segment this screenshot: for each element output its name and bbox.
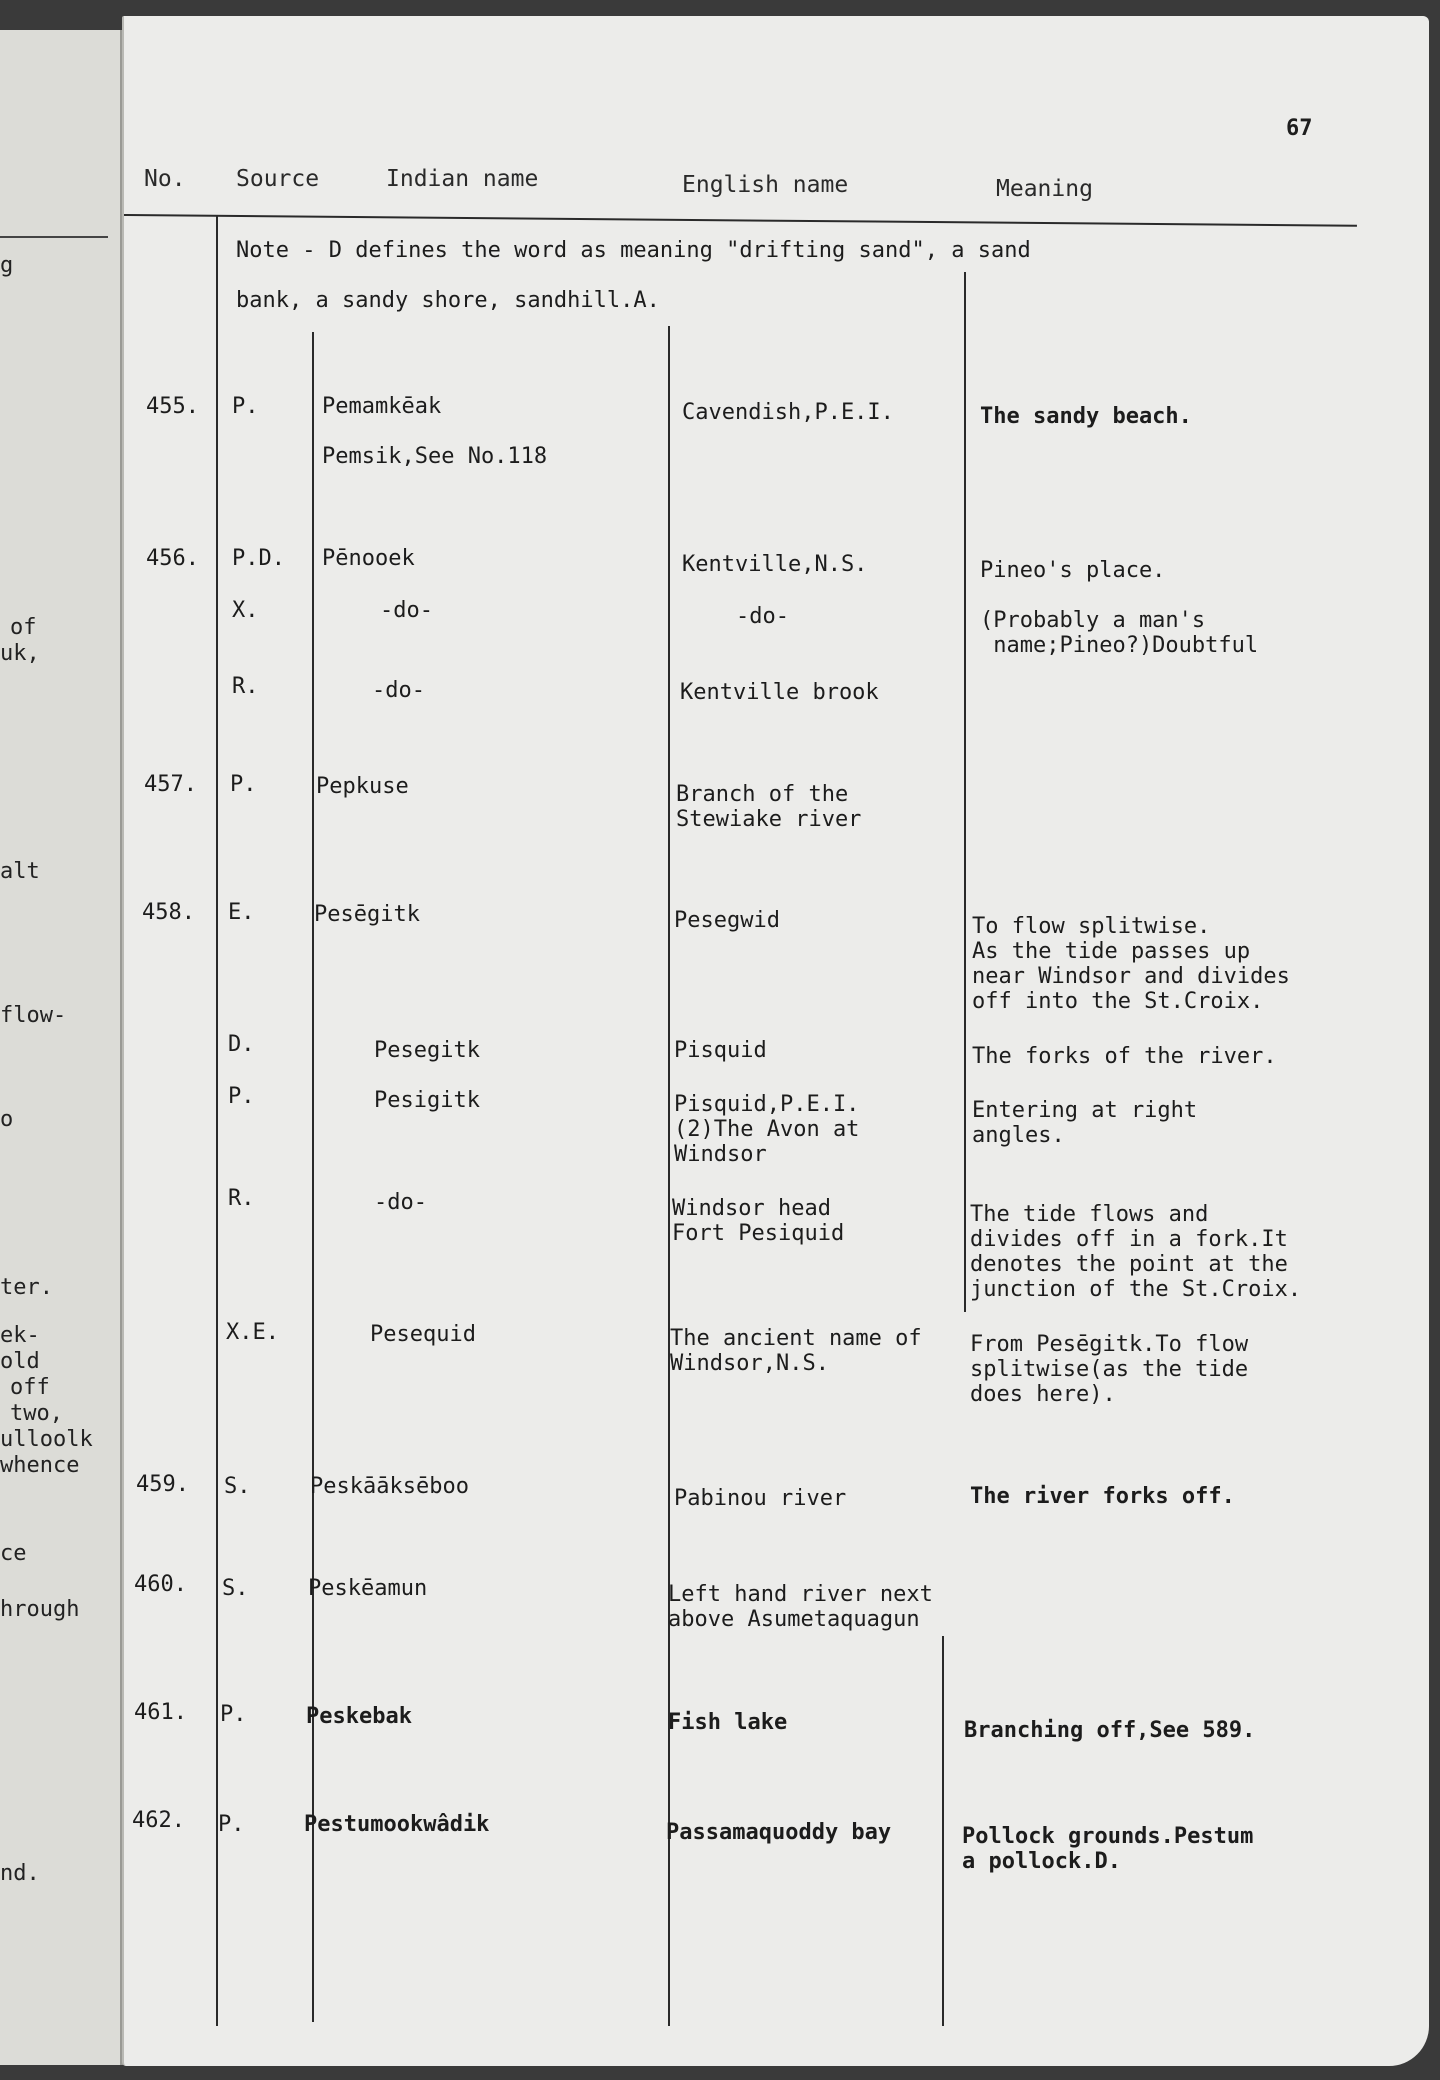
entry-indian-name: Pesegitk bbox=[374, 1038, 480, 1063]
left-fragment: g bbox=[0, 253, 14, 278]
column-rule-indian bbox=[668, 326, 670, 2026]
entry-english-name: Pesegwid bbox=[674, 908, 780, 933]
entry-source: P. bbox=[230, 772, 257, 797]
entry-meaning: To flow splitwise. As the tide passes up near Windsor and divides off into the St.Croix. bbox=[972, 914, 1290, 1014]
header-rule bbox=[124, 214, 1357, 227]
note-line-1: Note - D defines the word as meaning "drifting sand", a sand bbox=[236, 238, 1031, 263]
entry-meaning: Branching off,See 589. bbox=[964, 1718, 1256, 1743]
previous-page-edge bbox=[0, 30, 123, 2065]
left-fragment: two, bbox=[10, 1401, 63, 1426]
entry-number: 462. bbox=[132, 1808, 185, 1833]
column-rule-english-lower bbox=[942, 1636, 944, 2026]
left-fragment: alt bbox=[0, 859, 40, 884]
entry-indian-name: Pēnooek bbox=[322, 546, 415, 571]
entry-meaning: Entering at right angles. bbox=[972, 1098, 1198, 1148]
entry-source: R. bbox=[232, 674, 259, 699]
entry-indian-name: Pepkuse bbox=[316, 774, 409, 799]
entry-english-name: Branch of the Stewiake river bbox=[676, 782, 862, 832]
entry-indian-name: Pestumookwâdik bbox=[304, 1812, 490, 1837]
entry-source: S. bbox=[222, 1576, 249, 1601]
entry-meaning: The river forks off. bbox=[970, 1484, 1235, 1509]
left-fragment: of bbox=[10, 615, 37, 640]
entry-english-name: Pisquid,P.E.I. (2)The Avon at Windsor bbox=[674, 1092, 860, 1167]
entry-english-name: Pisquid bbox=[674, 1038, 767, 1063]
entry-indian-name: -do- bbox=[380, 598, 433, 623]
entry-number: 459. bbox=[136, 1472, 189, 1497]
left-fragment: whence bbox=[0, 1453, 80, 1478]
left-fragment: ce bbox=[0, 1541, 27, 1566]
entry-english-name: Kentville,N.S. bbox=[682, 552, 868, 577]
entry-source: P. bbox=[228, 1084, 255, 1109]
previous-page-rule bbox=[0, 236, 108, 238]
entry-english-name: Cavendish,P.E.I. bbox=[682, 400, 894, 425]
entry-source: X. bbox=[232, 598, 259, 623]
column-rule-source bbox=[312, 332, 314, 2022]
entry-indian-name-secondary: Pemsik,See No.118 bbox=[322, 444, 548, 469]
entry-english-name: Passamaquoddy bay bbox=[666, 1820, 892, 1845]
header-no: No. bbox=[144, 166, 186, 192]
entry-meaning: The forks of the river. bbox=[972, 1044, 1277, 1069]
entry-source: R. bbox=[228, 1186, 255, 1211]
document-page bbox=[122, 16, 1429, 2066]
left-fragment: ek- bbox=[0, 1323, 40, 1348]
entry-indian-name: Peskāāksēboo bbox=[310, 1474, 469, 1499]
note-line-2: bank, a sandy shore, sandhill.A. bbox=[236, 288, 660, 313]
entry-english-name: Kentville brook bbox=[680, 680, 879, 705]
column-rule-english-upper bbox=[964, 272, 966, 1312]
entry-indian-name: -do- bbox=[372, 678, 425, 703]
entry-number: 460. bbox=[134, 1572, 187, 1597]
entry-source: X.E. bbox=[226, 1320, 279, 1345]
entry-indian-name: Pesequid bbox=[370, 1322, 476, 1347]
left-fragment: hrough bbox=[0, 1597, 80, 1622]
left-fragment: flow- bbox=[0, 1003, 67, 1028]
left-fragment: old bbox=[0, 1349, 40, 1374]
entry-english-name: The ancient name of Windsor,N.S. bbox=[670, 1326, 922, 1376]
entry-english-name: Fish lake bbox=[668, 1710, 788, 1735]
entry-english-name: -do- bbox=[736, 604, 789, 629]
entry-source: S. bbox=[224, 1474, 251, 1499]
header-indian-name: Indian name bbox=[386, 166, 539, 192]
entry-number: 456. bbox=[146, 546, 199, 571]
entry-english-name: Windsor head Fort Pesiquid bbox=[672, 1196, 845, 1246]
header-english-name: English name bbox=[682, 172, 849, 198]
left-fragment: uk, bbox=[0, 641, 40, 666]
entry-number: 461. bbox=[134, 1700, 187, 1725]
entry-meaning: Pineo's place. bbox=[980, 558, 1166, 583]
entry-indian-name: Pesēgitk bbox=[314, 902, 420, 927]
entry-number: 457. bbox=[144, 772, 197, 797]
entry-number: 455. bbox=[146, 394, 199, 419]
entry-source: D. bbox=[228, 1032, 255, 1057]
entry-indian-name: Pesigitk bbox=[374, 1088, 480, 1113]
entry-indian-name: -do- bbox=[374, 1190, 427, 1215]
entry-source: E. bbox=[228, 900, 255, 925]
entry-indian-name: Peskebak bbox=[306, 1704, 412, 1729]
entry-source: P. bbox=[220, 1702, 247, 1727]
left-fragment: off bbox=[10, 1375, 50, 1400]
left-fragment: ulloolk bbox=[0, 1427, 93, 1452]
entry-indian-name: Pemamkēak bbox=[322, 394, 442, 419]
page-number: 67 bbox=[1286, 116, 1313, 141]
entry-meaning: The sandy beach. bbox=[980, 404, 1192, 429]
left-fragment: ter. bbox=[0, 1275, 53, 1300]
header-source: Source bbox=[236, 166, 320, 192]
left-fragment: nd. bbox=[0, 1861, 40, 1886]
entry-meaning: The tide flows and divides off in a fork.It denotes the point at the junction of the St.Croix. bbox=[970, 1202, 1302, 1302]
entry-indian-name: Peskēamun bbox=[308, 1576, 428, 1601]
header-meaning: Meaning bbox=[996, 176, 1093, 202]
entry-number: 458. bbox=[142, 900, 195, 925]
entry-meaning: (Probably a man's name;Pineo?)Doubtful bbox=[980, 608, 1259, 658]
entry-english-name: Left hand river next above Asumetaquagun bbox=[668, 1582, 933, 1632]
entry-source: P.D. bbox=[232, 546, 285, 571]
entry-meaning: From Pesēgitk.To flow splitwise(as the tide does here). bbox=[970, 1332, 1249, 1407]
column-rule-no bbox=[216, 216, 218, 2026]
entry-english-name: Pabinou river bbox=[674, 1486, 847, 1511]
entry-meaning: Pollock grounds.Pestum a pollock.D. bbox=[962, 1824, 1254, 1874]
entry-source: P. bbox=[232, 394, 259, 419]
left-fragment: o bbox=[0, 1107, 14, 1132]
entry-source: P. bbox=[218, 1812, 245, 1837]
